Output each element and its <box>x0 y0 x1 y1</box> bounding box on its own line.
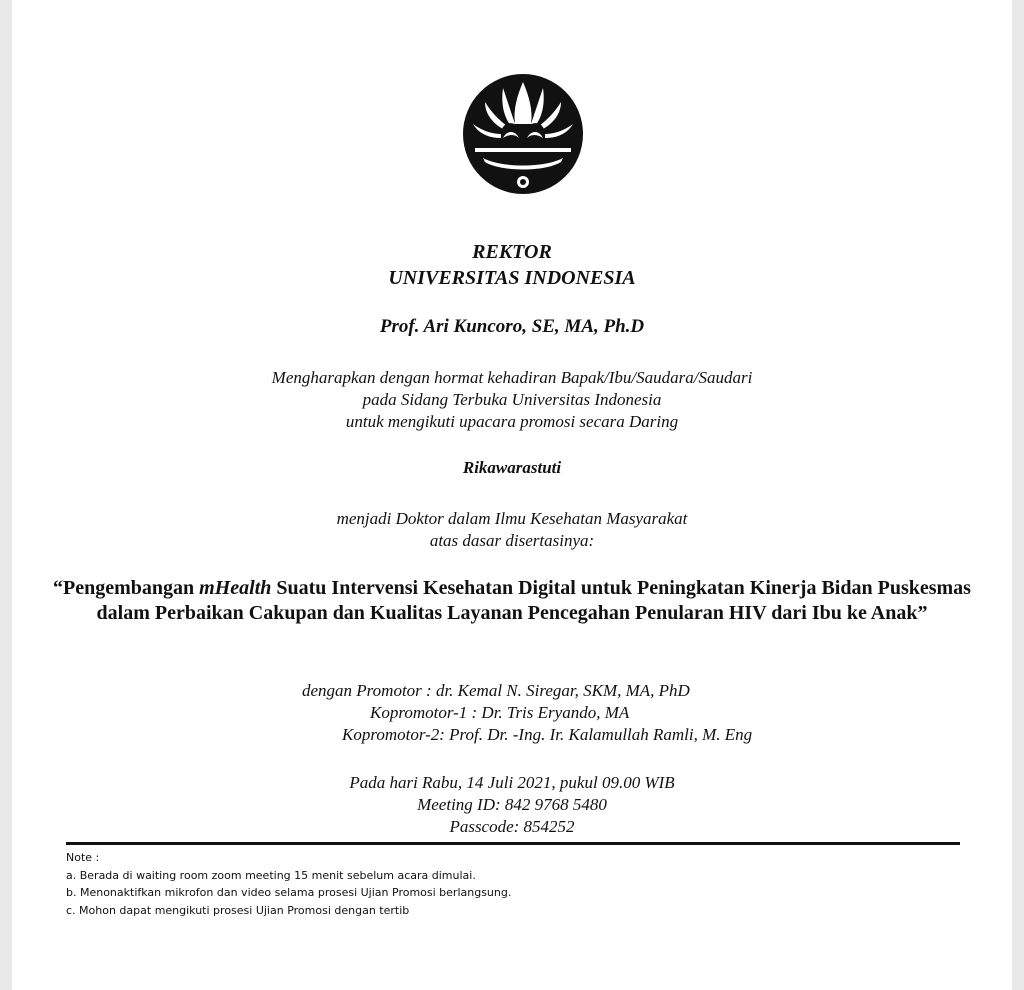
notes-heading: Note : <box>66 851 100 864</box>
title-university: UNIVERSITAS INDONESIA <box>388 267 636 289</box>
note-item: a. Berada di waiting room zoom meeting 15 menit sebelum acara dimulai. <box>66 868 476 882</box>
degree-line: atas dasar disertasinya: <box>429 531 595 550</box>
degree-text <box>12 508 1012 552</box>
invitation-line: Mengharapkan dengan hormat kehadiran Bapak/Ibu/Saudara/Saudari <box>271 368 753 387</box>
notes-section <box>66 849 511 919</box>
schedule-date: Pada hari Rabu, 14 Juli 2021, pukul 09.00 WIB <box>349 773 675 792</box>
invitation-page <box>12 0 1012 990</box>
copromotor-1-line: Kopromotor-1 : Dr. Tris Eryando, MA <box>370 703 630 722</box>
invitation-line: pada Sidang Terbuka Universitas Indonesia <box>362 390 662 409</box>
invitation-line: untuk mengikuti upacara promosi secara Daring <box>345 412 679 431</box>
degree-line: menjadi Doktor dalam Ilmu Kesehatan Masyarakat <box>336 509 688 528</box>
dissertation-title-part: Suatu Intervensi Kesehatan Digital untuk Peningkatan Kinerja Bidan Puskesmas dalam Perbaikan Cakupan dan Kualitas Layanan Pencegahan Penularan HIV dari Ibu ke Anak” <box>96 577 971 624</box>
rector-name: Prof. Ari Kuncoro, SE, MA, Ph.D <box>379 316 645 337</box>
meeting-id: Meeting ID: 842 9768 5480 <box>417 795 607 814</box>
divider <box>66 842 960 845</box>
dissertation-title-part: “Pengembangan <box>53 577 200 599</box>
promotor-list <box>302 680 752 746</box>
university-emblem-icon <box>461 72 585 196</box>
passcode: Passcode: 854252 <box>449 817 575 836</box>
invitation-text <box>12 367 1012 433</box>
candidate-name: Rikawarastuti <box>462 458 562 477</box>
note-item: b. Menonaktifkan mikrofon dan video selama prosesi Ujian Promosi berlangsung. <box>66 886 512 899</box>
schedule-block <box>12 772 1012 838</box>
title-rektor: REKTOR <box>472 241 552 263</box>
copromotor-2-line: Kopromotor-2: Prof. Dr. -Ing. Ir. Kalamullah Ramli, M. Eng <box>342 725 753 744</box>
promotor-line: dengan Promotor : dr. Kemal N. Siregar, SKM, MA, PhD <box>302 681 690 700</box>
dissertation-title <box>52 576 972 626</box>
note-item: c. Mohon dapat mengikuti prosesi Ujian Promosi dengan tertib <box>66 903 410 917</box>
dissertation-title-italic: mHealth <box>199 577 272 599</box>
